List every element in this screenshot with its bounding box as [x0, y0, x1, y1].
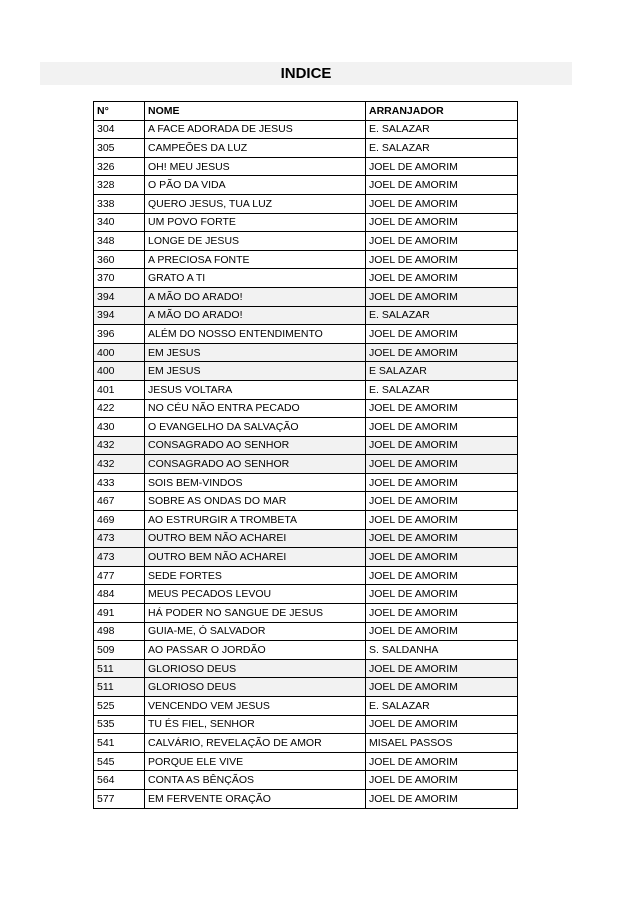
table-row: [94, 399, 518, 418]
table-row: [94, 678, 518, 697]
cell-number: 400: [94, 343, 145, 362]
cell-number: 360: [94, 250, 145, 269]
table-row: [94, 269, 518, 288]
cell-number: 467: [94, 492, 145, 511]
table-row: [94, 120, 518, 139]
cell-name: VENCENDO VEM JESUS: [145, 697, 366, 716]
page-title-text: INDICE: [280, 65, 332, 82]
cell-arranger: JOEL DE AMORIM: [366, 511, 518, 530]
cell-number: 394: [94, 306, 145, 325]
cell-name: OUTRO BEM NÃO ACHAREI: [145, 548, 366, 567]
cell-arranger: JOEL DE AMORIM: [366, 250, 518, 269]
cell-arranger: JOEL DE AMORIM: [366, 325, 518, 344]
table-row: [94, 213, 518, 232]
cell-name: CONTA AS BÊNÇÃOS: [145, 771, 366, 790]
cell-name: GLORIOSO DEUS: [145, 659, 366, 678]
index-table: [93, 101, 518, 809]
cell-name: CONSAGRADO AO SENHOR: [145, 455, 366, 474]
table-row: [94, 418, 518, 437]
cell-arranger: JOEL DE AMORIM: [366, 622, 518, 641]
cell-number: 433: [94, 473, 145, 492]
cell-arranger: JOEL DE AMORIM: [366, 789, 518, 808]
table-row: [94, 492, 518, 511]
cell-arranger: JOEL DE AMORIM: [366, 157, 518, 176]
cell-name: MEUS PECADOS LEVOU: [145, 585, 366, 604]
cell-name: A FACE ADORADA DE JESUS: [145, 120, 366, 139]
cell-arranger: E. SALAZAR: [366, 306, 518, 325]
cell-number: 305: [94, 139, 145, 158]
cell-arranger: JOEL DE AMORIM: [366, 436, 518, 455]
cell-number: 338: [94, 194, 145, 213]
cell-name: A MÃO DO ARADO!: [145, 306, 366, 325]
cell-number: 484: [94, 585, 145, 604]
cell-number: 511: [94, 678, 145, 697]
table-row: [94, 622, 518, 641]
cell-number: 511: [94, 659, 145, 678]
table-row: [94, 232, 518, 251]
cell-number: 304: [94, 120, 145, 139]
cell-number: 498: [94, 622, 145, 641]
cell-arranger: MISAEL PASSOS: [366, 734, 518, 753]
cell-name: O EVANGELHO DA SALVAÇÃO: [145, 418, 366, 437]
cell-name: LONGE DE JESUS: [145, 232, 366, 251]
cell-number: 477: [94, 566, 145, 585]
cell-arranger: JOEL DE AMORIM: [366, 176, 518, 195]
cell-name: GRATO A TI: [145, 269, 366, 288]
cell-name: EM JESUS: [145, 343, 366, 362]
cell-name: SEDE FORTES: [145, 566, 366, 585]
cell-number: 525: [94, 697, 145, 716]
cell-name: A PRECIOSA FONTE: [145, 250, 366, 269]
cell-arranger: JOEL DE AMORIM: [366, 771, 518, 790]
table-row: [94, 287, 518, 306]
cell-number: 396: [94, 325, 145, 344]
cell-number: 340: [94, 213, 145, 232]
table-row: [94, 194, 518, 213]
cell-arranger: JOEL DE AMORIM: [366, 548, 518, 567]
cell-number: 328: [94, 176, 145, 195]
table-row: [94, 715, 518, 734]
cell-number: 430: [94, 418, 145, 437]
cell-name: JESUS VOLTARA: [145, 380, 366, 399]
cell-name: NO CÉU NÃO ENTRA PECADO: [145, 399, 366, 418]
cell-number: 401: [94, 380, 145, 399]
cell-number: 326: [94, 157, 145, 176]
cell-arranger: E. SALAZAR: [366, 139, 518, 158]
cell-number: 491: [94, 604, 145, 623]
table-body: [94, 120, 518, 808]
cell-name: OH! MEU JESUS: [145, 157, 366, 176]
cell-number: 535: [94, 715, 145, 734]
cell-number: 473: [94, 548, 145, 567]
cell-arranger: JOEL DE AMORIM: [366, 213, 518, 232]
cell-name: OUTRO BEM NÃO ACHAREI: [145, 529, 366, 548]
cell-name: PORQUE ELE VIVE: [145, 752, 366, 771]
cell-number: 577: [94, 789, 145, 808]
cell-arranger: JOEL DE AMORIM: [366, 473, 518, 492]
table-row: [94, 585, 518, 604]
cell-arranger: JOEL DE AMORIM: [366, 287, 518, 306]
table-row: [94, 529, 518, 548]
table-row: [94, 306, 518, 325]
cell-name: CAMPEÕES DA LUZ: [145, 139, 366, 158]
cell-arranger: JOEL DE AMORIM: [366, 604, 518, 623]
cell-arranger: E SALAZAR: [366, 362, 518, 381]
header-number: N°: [94, 102, 145, 121]
cell-number: 394: [94, 287, 145, 306]
cell-arranger: JOEL DE AMORIM: [366, 194, 518, 213]
table-row: [94, 511, 518, 530]
table-row: [94, 139, 518, 158]
cell-number: 432: [94, 436, 145, 455]
cell-number: 509: [94, 641, 145, 660]
page-title: [40, 62, 572, 85]
table-row: [94, 734, 518, 753]
cell-arranger: E. SALAZAR: [366, 120, 518, 139]
cell-name: SOIS BEM-VINDOS: [145, 473, 366, 492]
cell-name: O PÃO DA VIDA: [145, 176, 366, 195]
table-row: [94, 473, 518, 492]
cell-name: HÁ PODER NO SANGUE DE JESUS: [145, 604, 366, 623]
table-row: [94, 157, 518, 176]
table-row: [94, 343, 518, 362]
cell-arranger: JOEL DE AMORIM: [366, 566, 518, 585]
cell-arranger: JOEL DE AMORIM: [366, 269, 518, 288]
cell-number: 541: [94, 734, 145, 753]
cell-arranger: JOEL DE AMORIM: [366, 418, 518, 437]
cell-name: AO ESTRURGIR A TROMBETA: [145, 511, 366, 530]
cell-name: AO PASSAR O JORDÃO: [145, 641, 366, 660]
cell-name: CONSAGRADO AO SENHOR: [145, 436, 366, 455]
cell-number: 545: [94, 752, 145, 771]
header-name: NOME: [145, 102, 366, 121]
cell-name: SOBRE AS ONDAS DO MAR: [145, 492, 366, 511]
table-row: [94, 641, 518, 660]
cell-number: 432: [94, 455, 145, 474]
cell-number: 422: [94, 399, 145, 418]
table-row: [94, 789, 518, 808]
cell-name: QUERO JESUS, TUA LUZ: [145, 194, 366, 213]
cell-arranger: JOEL DE AMORIM: [366, 492, 518, 511]
cell-arranger: JOEL DE AMORIM: [366, 343, 518, 362]
table-header-row: [94, 102, 518, 121]
table-row: [94, 604, 518, 623]
cell-name: GUIA-ME, Ó SALVADOR: [145, 622, 366, 641]
cell-arranger: JOEL DE AMORIM: [366, 659, 518, 678]
cell-arranger: JOEL DE AMORIM: [366, 678, 518, 697]
cell-arranger: JOEL DE AMORIM: [366, 529, 518, 548]
cell-name: UM POVO FORTE: [145, 213, 366, 232]
table-row: [94, 362, 518, 381]
cell-arranger: JOEL DE AMORIM: [366, 232, 518, 251]
cell-name: EM JESUS: [145, 362, 366, 381]
cell-name: GLORIOSO DEUS: [145, 678, 366, 697]
table-row: [94, 548, 518, 567]
table-row: [94, 455, 518, 474]
table-row: [94, 176, 518, 195]
header-arranger: ARRANJADOR: [366, 102, 518, 121]
cell-arranger: JOEL DE AMORIM: [366, 585, 518, 604]
table-row: [94, 325, 518, 344]
table-row: [94, 566, 518, 585]
cell-arranger: E. SALAZAR: [366, 380, 518, 399]
cell-name: ALÉM DO NOSSO ENTENDIMENTO: [145, 325, 366, 344]
cell-number: 348: [94, 232, 145, 251]
cell-arranger: S. SALDANHA: [366, 641, 518, 660]
table-row: [94, 659, 518, 678]
cell-arranger: E. SALAZAR: [366, 697, 518, 716]
cell-number: 469: [94, 511, 145, 530]
table-row: [94, 771, 518, 790]
cell-arranger: JOEL DE AMORIM: [366, 752, 518, 771]
cell-name: A MÃO DO ARADO!: [145, 287, 366, 306]
cell-arranger: JOEL DE AMORIM: [366, 399, 518, 418]
cell-number: 370: [94, 269, 145, 288]
table-row: [94, 250, 518, 269]
cell-arranger: JOEL DE AMORIM: [366, 455, 518, 474]
table-row: [94, 380, 518, 399]
cell-number: 564: [94, 771, 145, 790]
cell-name: EM FERVENTE ORAÇÃO: [145, 789, 366, 808]
table-row: [94, 752, 518, 771]
cell-arranger: JOEL DE AMORIM: [366, 715, 518, 734]
table-row: [94, 436, 518, 455]
table-row: [94, 697, 518, 716]
cell-number: 473: [94, 529, 145, 548]
cell-name: TU ÉS FIEL, SENHOR: [145, 715, 366, 734]
cell-name: CALVÁRIO, REVELAÇÃO DE AMOR: [145, 734, 366, 753]
cell-number: 400: [94, 362, 145, 381]
